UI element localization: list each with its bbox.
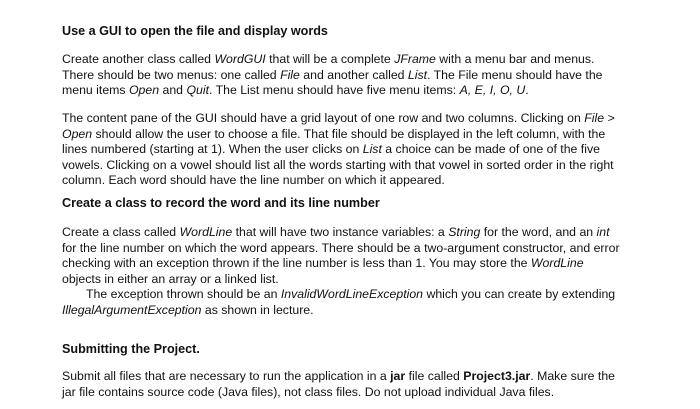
italic-text: File > <box>584 111 615 125</box>
text-line <box>62 303 642 319</box>
section-heading-gui: Use a GUI to open the file and display words <box>62 24 328 38</box>
text-segment: that will have two instance variables: a <box>232 225 449 239</box>
text-segment: column. Each word should have the line number on which it appeared. <box>62 173 445 187</box>
italic-text: Open <box>62 126 93 141</box>
section-heading-wordline: Create a class to record the word and its line number <box>62 196 380 210</box>
italic-text: WordLine <box>530 256 584 270</box>
paragraph-wordline-class <box>62 225 642 318</box>
text-segment: . The File menu should have the <box>427 67 603 82</box>
text-segment: which you can create by extending <box>423 287 616 301</box>
text-segment: a choice can be made of one of the five <box>381 142 600 156</box>
text-segment: menu items <box>62 83 129 97</box>
text-segment: Create another class called <box>62 52 215 66</box>
text-line <box>62 272 642 288</box>
section-heading-submitting: Submitting the Project. <box>62 342 200 356</box>
text-segment: lines numbered (starting at 1). When the user clicks on <box>62 142 363 156</box>
italic-text: IllegalArgumentException <box>62 302 202 317</box>
text-segment: vowels. Clicking on a vowel should list all the words starting with that vowel in sorted order in the right <box>62 157 614 172</box>
text-segment: for the line number on which the word appears. There should be a two-argument constructor, and error <box>62 240 620 255</box>
text-segment: The content pane of the GUI should have a grid layout of one row and two columns. Clicking on <box>62 111 585 125</box>
italic-text: String <box>448 225 481 239</box>
text-segment: that will be a complete <box>265 52 395 66</box>
text-segment: should allow the user to choose a file. That file should be displayed in the left column, with the <box>92 126 606 141</box>
text-segment: and <box>159 83 187 97</box>
text-segment: . The List menu should have five menu items: <box>209 83 460 97</box>
italic-text: File <box>280 67 300 82</box>
text-line <box>62 68 642 84</box>
text-segment: . Make sure the <box>530 369 616 383</box>
text-segment: file called <box>405 369 464 383</box>
text-segment: The exception thrown should be an <box>86 287 281 301</box>
text-line <box>62 173 642 189</box>
text-segment: and another called <box>299 67 408 82</box>
italic-text: int <box>596 225 610 239</box>
bold-text: jar <box>390 369 406 383</box>
italic-text: Quit <box>186 83 209 97</box>
italic-text: InvalidWordLineException <box>280 287 424 301</box>
text-segment: as shown in lecture. <box>201 302 314 317</box>
paragraph-submission-instructions <box>62 369 642 400</box>
text-segment: Create a class called <box>62 225 180 239</box>
italic-text: List <box>407 67 428 82</box>
text-segment: . <box>525 83 529 97</box>
text-line <box>62 241 642 257</box>
italic-text: JFrame <box>394 52 436 66</box>
text-segment: checking with an exception thrown if the line number is less than 1. You may store the <box>62 256 531 270</box>
text-segment: There should be two menus: one called <box>62 67 281 82</box>
text-line <box>62 127 642 143</box>
italic-text: Open <box>128 83 160 97</box>
paragraph-wordgui-class <box>62 52 642 99</box>
text-line <box>62 385 642 401</box>
italic-text: List <box>362 142 382 156</box>
text-line <box>62 225 642 241</box>
text-line <box>62 287 642 303</box>
text-segment: objects in either an array or a linked list. <box>62 271 279 286</box>
text-segment: jar file contains source code (Java files), not class files. Do not upload individual Java files. <box>62 384 555 399</box>
text-line <box>62 142 642 158</box>
text-segment: for the word, and an <box>480 225 597 239</box>
text-segment: with a menu bar and menus. <box>435 52 595 66</box>
italic-text: A, E, I, O, U <box>459 83 526 97</box>
italic-text: WordLine <box>179 225 233 239</box>
text-line <box>62 83 642 99</box>
italic-text: WordGUI <box>214 52 266 66</box>
text-line <box>62 256 642 272</box>
text-line <box>62 111 642 127</box>
text-segment: Submit all files that are necessary to run the application in a <box>62 369 391 383</box>
text-line <box>62 158 642 174</box>
bold-text: Project3.jar <box>463 369 531 383</box>
paragraph-content-pane <box>62 111 642 189</box>
text-line <box>62 369 642 385</box>
text-line <box>62 52 642 68</box>
